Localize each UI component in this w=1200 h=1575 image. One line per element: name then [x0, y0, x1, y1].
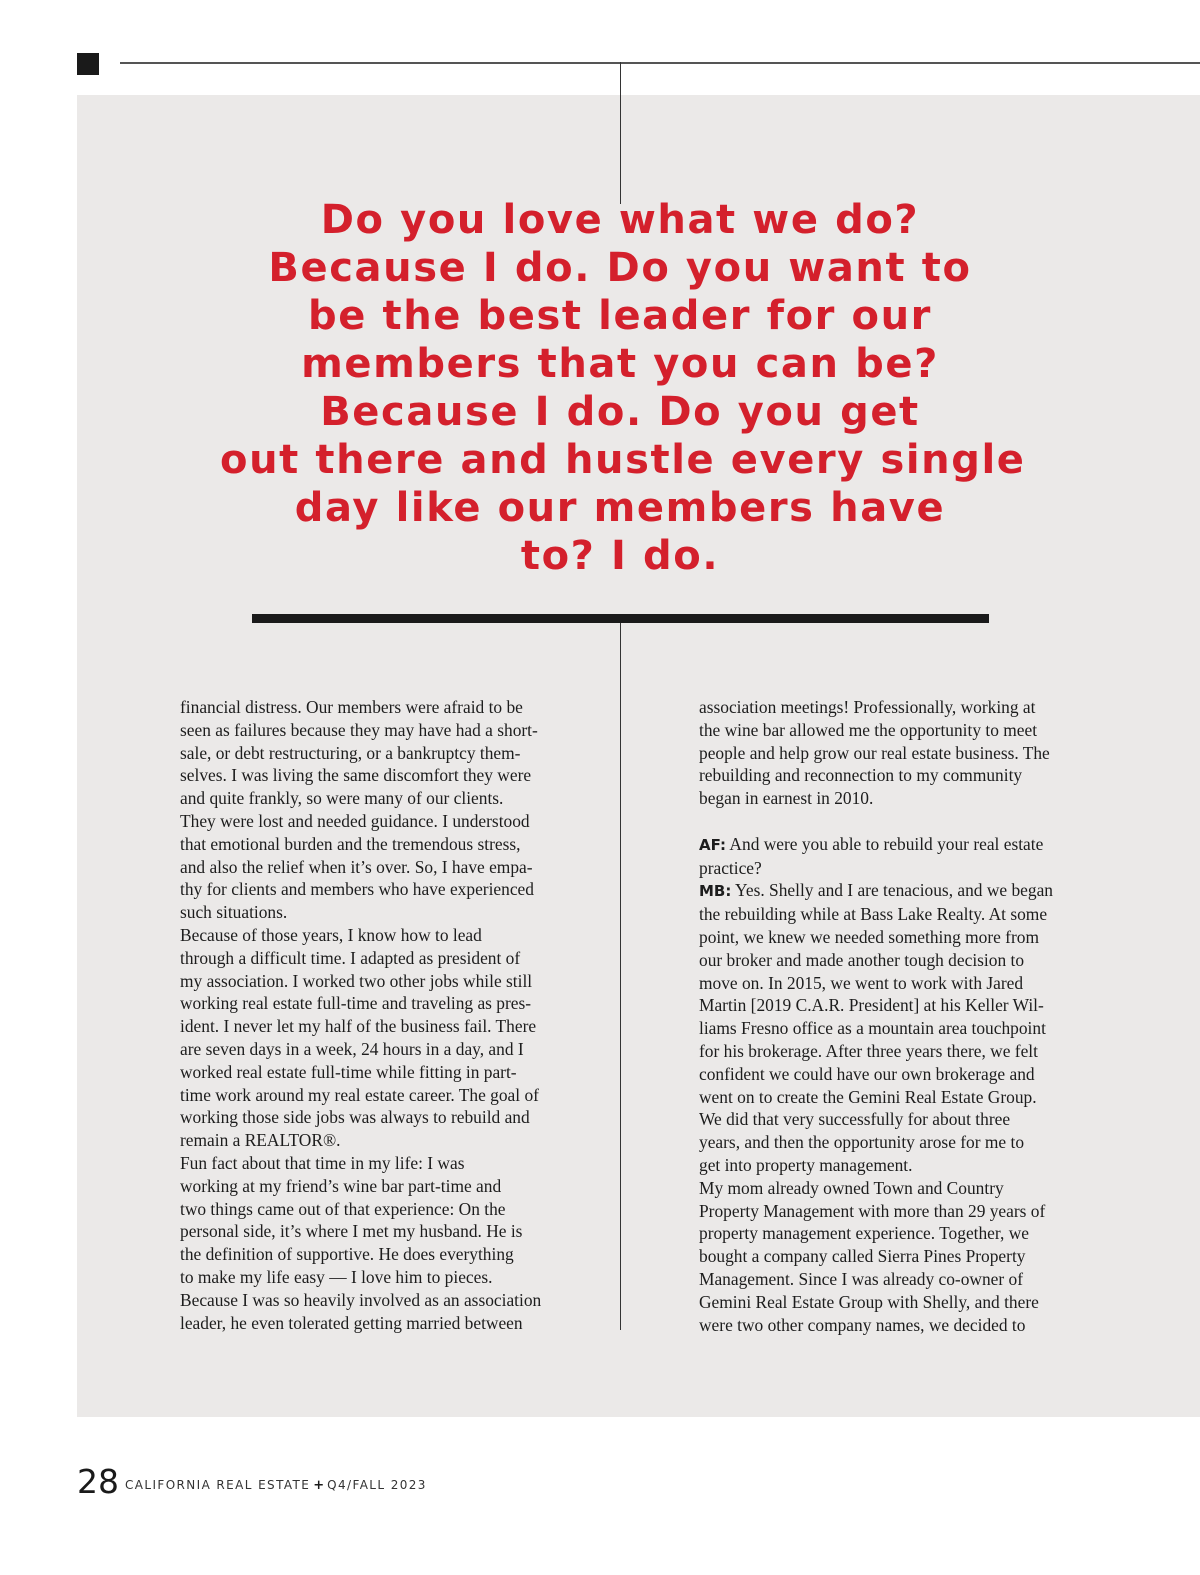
text-line: my association. I worked two other jobs while still [180, 970, 533, 991]
text-line: our broker and made another tough decision to [699, 949, 1025, 970]
interview-question [699, 833, 1089, 857]
text-line: through a difficult time. I adapted as president of [180, 947, 521, 968]
text-line: liams Fresno office as a mountain area touchpoint [699, 1018, 1046, 1039]
speaker-label-mb: MB: [699, 882, 732, 901]
issue-label: Q4/FALL 2023 [327, 1478, 427, 1492]
text-line: Because I was so heavily involved as an association [180, 1289, 542, 1310]
pull-quote [220, 196, 1026, 580]
pull-quote-line: to? I do. [520, 533, 720, 579]
text-line: and also the relief when it’s over. So, I have empa- [180, 856, 533, 877]
pull-quote-line: Because I do. Do you want to [268, 245, 972, 291]
column-divider [620, 622, 621, 1330]
text-line: went on to create the Gemini Real Estate Group. [699, 1086, 1037, 1107]
paragraph-gap [699, 810, 1089, 833]
pull-quote-line: out there and hustle every single [220, 437, 1026, 483]
text-line: the definition of supportive. He does everything [180, 1244, 514, 1265]
text-line: began in earnest in 2010. [699, 788, 874, 809]
text-line: were two other company names, we decided to [699, 1314, 1026, 1335]
article-column-left [180, 696, 570, 1334]
interview-answer [699, 879, 1089, 903]
text-line: Fun fact about that time in my life: I was [180, 1152, 465, 1173]
column-divider-top [620, 62, 621, 204]
page-number: 28 [77, 1462, 119, 1501]
text-line: to make my life easy — I love him to pieces. [180, 1266, 493, 1287]
text-line: Gemini Real Estate Group with Shelly, and there [699, 1291, 1039, 1312]
text-line: sale, or debt restructuring, or a bankruptcy them- [180, 742, 521, 763]
text-line: Management. Since I was already co-owner of [699, 1268, 1024, 1289]
text-line: get into property management. [699, 1154, 913, 1175]
publication-name: CALIFORNIA REAL ESTATE [125, 1478, 311, 1492]
text-line: working at my friend’s wine bar part-time and [180, 1175, 502, 1196]
pull-quote-line: day like our members have [294, 485, 946, 531]
text-line: such situations. [180, 902, 288, 923]
text-line: We did that very successfully for about three [699, 1109, 1011, 1130]
pull-quote-line: members that you can be? [301, 341, 939, 387]
text-line: leader, he even tolerated getting married between [180, 1312, 523, 1333]
text-line: selves. I was living the same discomfort they were [180, 765, 532, 786]
page-footer [77, 1462, 427, 1501]
corner-square-mark [77, 53, 99, 75]
text-line: confident we could have our own brokerage and [699, 1063, 1035, 1084]
text-line: people and help grow our real estate business. The [699, 742, 1050, 763]
text-line: move on. In 2015, we went to work with Jared [699, 972, 1024, 993]
text-line: My mom already owned Town and Country [699, 1177, 1004, 1198]
text-line: that emotional burden and the tremendous stress, [180, 833, 521, 854]
text-line: are seven days in a week, 24 hours in a day, and I [180, 1038, 524, 1059]
text-line: Martin [2019 C.A.R. President] at his Keller Wil- [699, 995, 1044, 1016]
question-text: And were you able to rebuild your real estate [726, 833, 1044, 854]
text-line: the rebuilding while at Bass Lake Realty. At some [699, 904, 1048, 925]
text-line: worked real estate full-time while fitting in part- [180, 1061, 517, 1082]
text-line: remain a REALTOR®. [180, 1130, 341, 1151]
text-line: association meetings! Professionally, working at [699, 697, 1036, 717]
text-line: Property Management with more than 29 years of [699, 1200, 1046, 1221]
article-column-right [699, 696, 1089, 1336]
text-line: ident. I never let my half of the business fail. There [180, 1016, 537, 1037]
pull-quote-line: be the best leader for our [307, 293, 933, 339]
text-line: They were lost and needed guidance. I understood [180, 810, 530, 831]
text-line: two things came out of that experience: On the [180, 1198, 506, 1219]
text-line: working those side jobs was always to rebuild and [180, 1107, 530, 1128]
text-line: financial distress. Our members were afraid to be [180, 697, 523, 717]
text-line: personal side, it’s where I met my husband. He is [180, 1221, 523, 1242]
text-line: thy for clients and members who have experienced [180, 879, 534, 900]
text-line: the wine bar allowed me the opportunity to meet [699, 719, 1038, 740]
answer-text: Yes. Shelly and I are tenacious, and we began [731, 880, 1053, 901]
text-line: years, and then the opportunity arose for me to [699, 1132, 1025, 1153]
text-line: practice? [699, 857, 762, 878]
plus-separator-icon: + [313, 1478, 325, 1493]
speaker-label-af: AF: [699, 835, 727, 854]
text-line: and quite frankly, so were many of our clients. [180, 788, 504, 809]
text-line: bought a company called Sierra Pines Property [699, 1246, 1026, 1267]
pull-quote-line: Because I do. Do you get [320, 389, 920, 435]
pull-quote-line: Do you love what we do? [320, 197, 920, 243]
text-line: seen as failures because they may have had a short- [180, 719, 538, 740]
text-line: rebuilding and reconnection to my community [699, 765, 1023, 786]
text-line: Because of those years, I know how to lead [180, 924, 482, 945]
text-line: for his brokerage. After three years there, we felt [699, 1040, 1038, 1061]
text-line: working real estate full-time and traveling as pres- [180, 993, 532, 1014]
text-line: point, we knew we needed something more from [699, 926, 1039, 947]
top-rule [120, 62, 1200, 64]
text-line: time work around my real estate career. The goal of [180, 1084, 539, 1105]
pull-quote-rule [252, 614, 989, 623]
text-line: property management experience. Together, we [699, 1223, 1029, 1244]
